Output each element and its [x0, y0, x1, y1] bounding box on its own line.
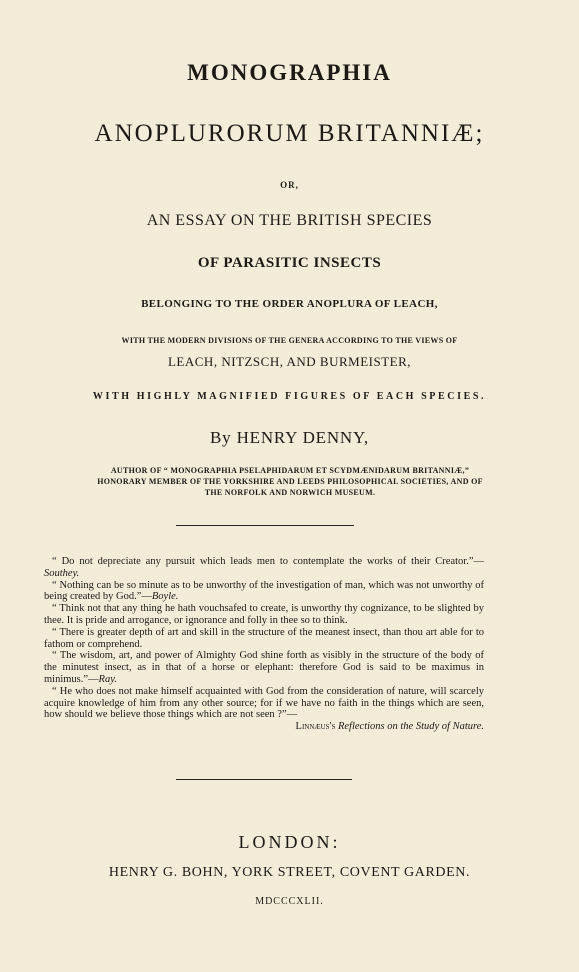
attribution-name: Linnæus's — [295, 721, 336, 733]
quote-1: “ Do not depreciate any pursuit which leads men to contemplate the works of their Creator.”—Southey. — [44, 556, 484, 579]
author-line — [0, 428, 579, 448]
imprint-date: MDCCCXLII. — [255, 896, 324, 907]
subtitle-line-5: LEACH, NITZSCH, AND BURMEISTER, — [167, 354, 411, 369]
quote-4: “ There is greater depth of art and skill in the structure of the meanest insect, than thou art able for to fathom or comprehend. — [44, 626, 484, 650]
quote-attribution — [44, 721, 484, 733]
subtitle-line-2: OF PARASITIC INSECTS — [197, 255, 382, 271]
quote-5: “ The wisdom, art, and power of Almighty God shine forth as visibly in the structure of the body of the minutest insect, as in that of a horse or elephant: therefore God is said to be maximus in minimus.”—Ray. — [44, 650, 484, 685]
author-credentials-2: HONORARY MEMBER OF THE YORKSHIRE AND LEEDS PHILOSOPHICAL SOCIETIES, AND OF — [97, 477, 483, 486]
divider-rule-bottom — [176, 779, 352, 780]
conjunction: OR, — [280, 180, 299, 190]
quote-6: “ He who does not make himself acquainted with God from the consideration of nature, will scarcely acquire knowledge of him from any other source; for if we have no faith in the things which are seen, how should we believe those things which are not seen ?”— — [44, 685, 484, 721]
subtitle-line-4: WITH THE MODERN DIVISIONS OF THE GENERA ACCORDING TO THE VIEWS OF — [121, 336, 458, 345]
author-name: HENRY DENNY, — [236, 428, 369, 447]
subtitle-line-1: AN ESSAY ON THE BRITISH SPECIES — [146, 212, 433, 229]
attribution-work: Reflections on the Study of Nature. — [337, 721, 484, 733]
epigraph-quotes — [44, 556, 484, 733]
divider-rule-top — [176, 525, 354, 526]
author-credentials-3: THE NORFOLK AND NORWICH MUSEUM. — [204, 488, 376, 497]
imprint-publisher: HENRY G. BOHN, YORK STREET, COVENT GARDEN. — [108, 865, 471, 880]
subtitle-line-6: WITH HIGHLY MAGNIFIED FIGURES OF EACH SPECIES. — [92, 391, 487, 402]
subtitle-line-3: BELONGING TO THE ORDER ANOPLURA OF LEACH, — [141, 298, 438, 310]
author-credentials-1: AUTHOR OF “ MONOGRAPHIA PSELAPHIDARUM ET SCYDMÆNIDARUM BRITANNIÆ,” — [110, 466, 470, 475]
imprint-city: LONDON: — [238, 832, 341, 852]
title-line-1: MONOGRAPHIA — [187, 60, 392, 85]
quote-2: “ Nothing can be so minute as to be unworthy of the investigation of man, which was not unworthy of being created by God.”—Boyle. — [44, 579, 484, 603]
author-by-prefix: By — [210, 428, 232, 447]
title-line-2: ANOPLURORUM BRITANNIÆ; — [94, 120, 485, 147]
quote-3: “ Think not that any thing he hath vouchsafed to create, is unworthy thy cognizance, to be slighted by thee. It is pride and arrogance, or ignorance and folly in thee so to think. — [44, 603, 484, 626]
